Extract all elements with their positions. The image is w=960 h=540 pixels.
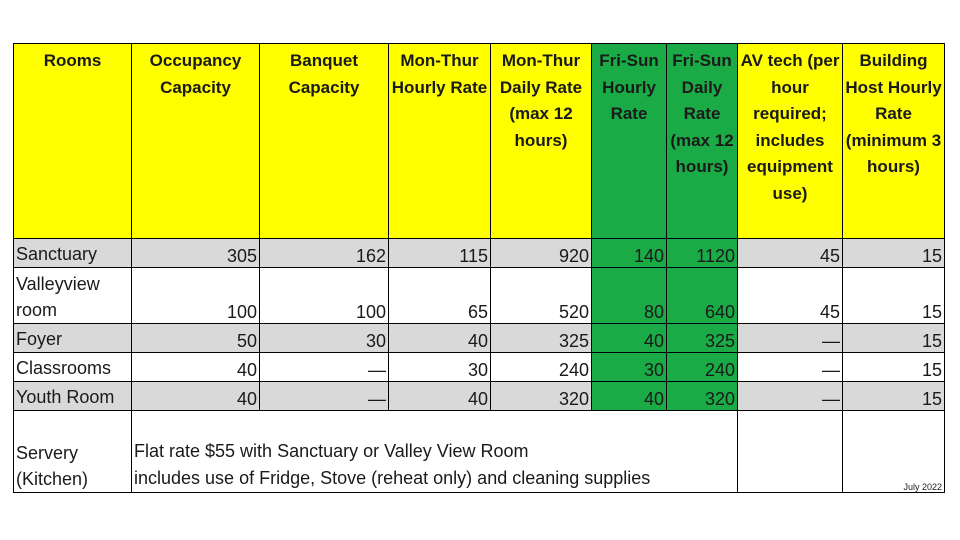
header-banquet: Banquet Capacity bbox=[260, 44, 389, 239]
host-cell: 15 bbox=[843, 324, 945, 353]
av-tech-cell: — bbox=[738, 353, 843, 382]
banquet-cell: 162 bbox=[260, 239, 389, 268]
fs-hourly-cell: 40 bbox=[592, 324, 667, 353]
header-fs-daily: Fri-Sun Daily Rate (max 12 hours) bbox=[667, 44, 738, 239]
servery-name: Servery (Kitchen) bbox=[14, 411, 132, 493]
mt-daily-cell: 325 bbox=[491, 324, 592, 353]
room-name: Youth Room bbox=[14, 382, 132, 411]
room-rates-table bbox=[13, 43, 945, 493]
header-fs-hourly: Fri-Sun Hourly Rate bbox=[592, 44, 667, 239]
mt-hourly-cell: 40 bbox=[389, 382, 491, 411]
fs-daily-cell: 640 bbox=[667, 268, 738, 324]
room-name: Valleyview room bbox=[14, 268, 132, 324]
header-occupancy: Occupancy Capacity bbox=[132, 44, 260, 239]
servery-note-line1: Flat rate $55 with Sanctuary or Valley View Room bbox=[134, 441, 529, 461]
occupancy-cell: 40 bbox=[132, 353, 260, 382]
fs-hourly-cell: 80 bbox=[592, 268, 667, 324]
header-row bbox=[14, 44, 945, 239]
header-av-tech: AV tech (per hour required; includes equipment use) bbox=[738, 44, 843, 239]
occupancy-cell: 40 bbox=[132, 382, 260, 411]
header-rooms: Rooms bbox=[14, 44, 132, 239]
servery-av-cell bbox=[738, 411, 843, 493]
host-cell: 15 bbox=[843, 268, 945, 324]
mt-daily-cell: 240 bbox=[491, 353, 592, 382]
table-row bbox=[14, 268, 945, 324]
mt-daily-cell: 920 bbox=[491, 239, 592, 268]
occupancy-cell: 100 bbox=[132, 268, 260, 324]
fs-hourly-cell: 30 bbox=[592, 353, 667, 382]
host-cell: 15 bbox=[843, 353, 945, 382]
banquet-cell: 30 bbox=[260, 324, 389, 353]
header-building-host: Building Host Hourly Rate (minimum 3 hours) bbox=[843, 44, 945, 239]
av-tech-cell: 45 bbox=[738, 239, 843, 268]
banquet-cell: 100 bbox=[260, 268, 389, 324]
mt-hourly-cell: 30 bbox=[389, 353, 491, 382]
servery-note-line2: includes use of Fridge, Stove (reheat only) and cleaning supplies bbox=[134, 468, 651, 488]
header-mt-daily: Mon-Thur Daily Rate (max 12 hours) bbox=[491, 44, 592, 239]
table-row bbox=[14, 382, 945, 411]
mt-daily-cell: 520 bbox=[491, 268, 592, 324]
fs-daily-cell: 320 bbox=[667, 382, 738, 411]
banquet-cell: — bbox=[260, 353, 389, 382]
table-row bbox=[14, 353, 945, 382]
footer-date: July 2022 bbox=[843, 411, 945, 493]
fs-daily-cell: 325 bbox=[667, 324, 738, 353]
room-name: Sanctuary bbox=[14, 239, 132, 268]
occupancy-cell: 50 bbox=[132, 324, 260, 353]
fs-hourly-cell: 40 bbox=[592, 382, 667, 411]
mt-hourly-cell: 40 bbox=[389, 324, 491, 353]
header-mt-hourly: Mon-Thur Hourly Rate bbox=[389, 44, 491, 239]
fs-daily-cell: 240 bbox=[667, 353, 738, 382]
mt-daily-cell: 320 bbox=[491, 382, 592, 411]
table-row bbox=[14, 239, 945, 268]
banquet-cell: — bbox=[260, 382, 389, 411]
servery-note bbox=[132, 411, 738, 493]
servery-row bbox=[14, 411, 945, 493]
room-name: Classrooms bbox=[14, 353, 132, 382]
fs-hourly-cell: 140 bbox=[592, 239, 667, 268]
host-cell: 15 bbox=[843, 382, 945, 411]
occupancy-cell: 305 bbox=[132, 239, 260, 268]
room-name: Foyer bbox=[14, 324, 132, 353]
mt-hourly-cell: 115 bbox=[389, 239, 491, 268]
host-cell: 15 bbox=[843, 239, 945, 268]
av-tech-cell: — bbox=[738, 324, 843, 353]
mt-hourly-cell: 65 bbox=[389, 268, 491, 324]
av-tech-cell: 45 bbox=[738, 268, 843, 324]
table-row bbox=[14, 324, 945, 353]
av-tech-cell: — bbox=[738, 382, 843, 411]
fs-daily-cell: 1120 bbox=[667, 239, 738, 268]
